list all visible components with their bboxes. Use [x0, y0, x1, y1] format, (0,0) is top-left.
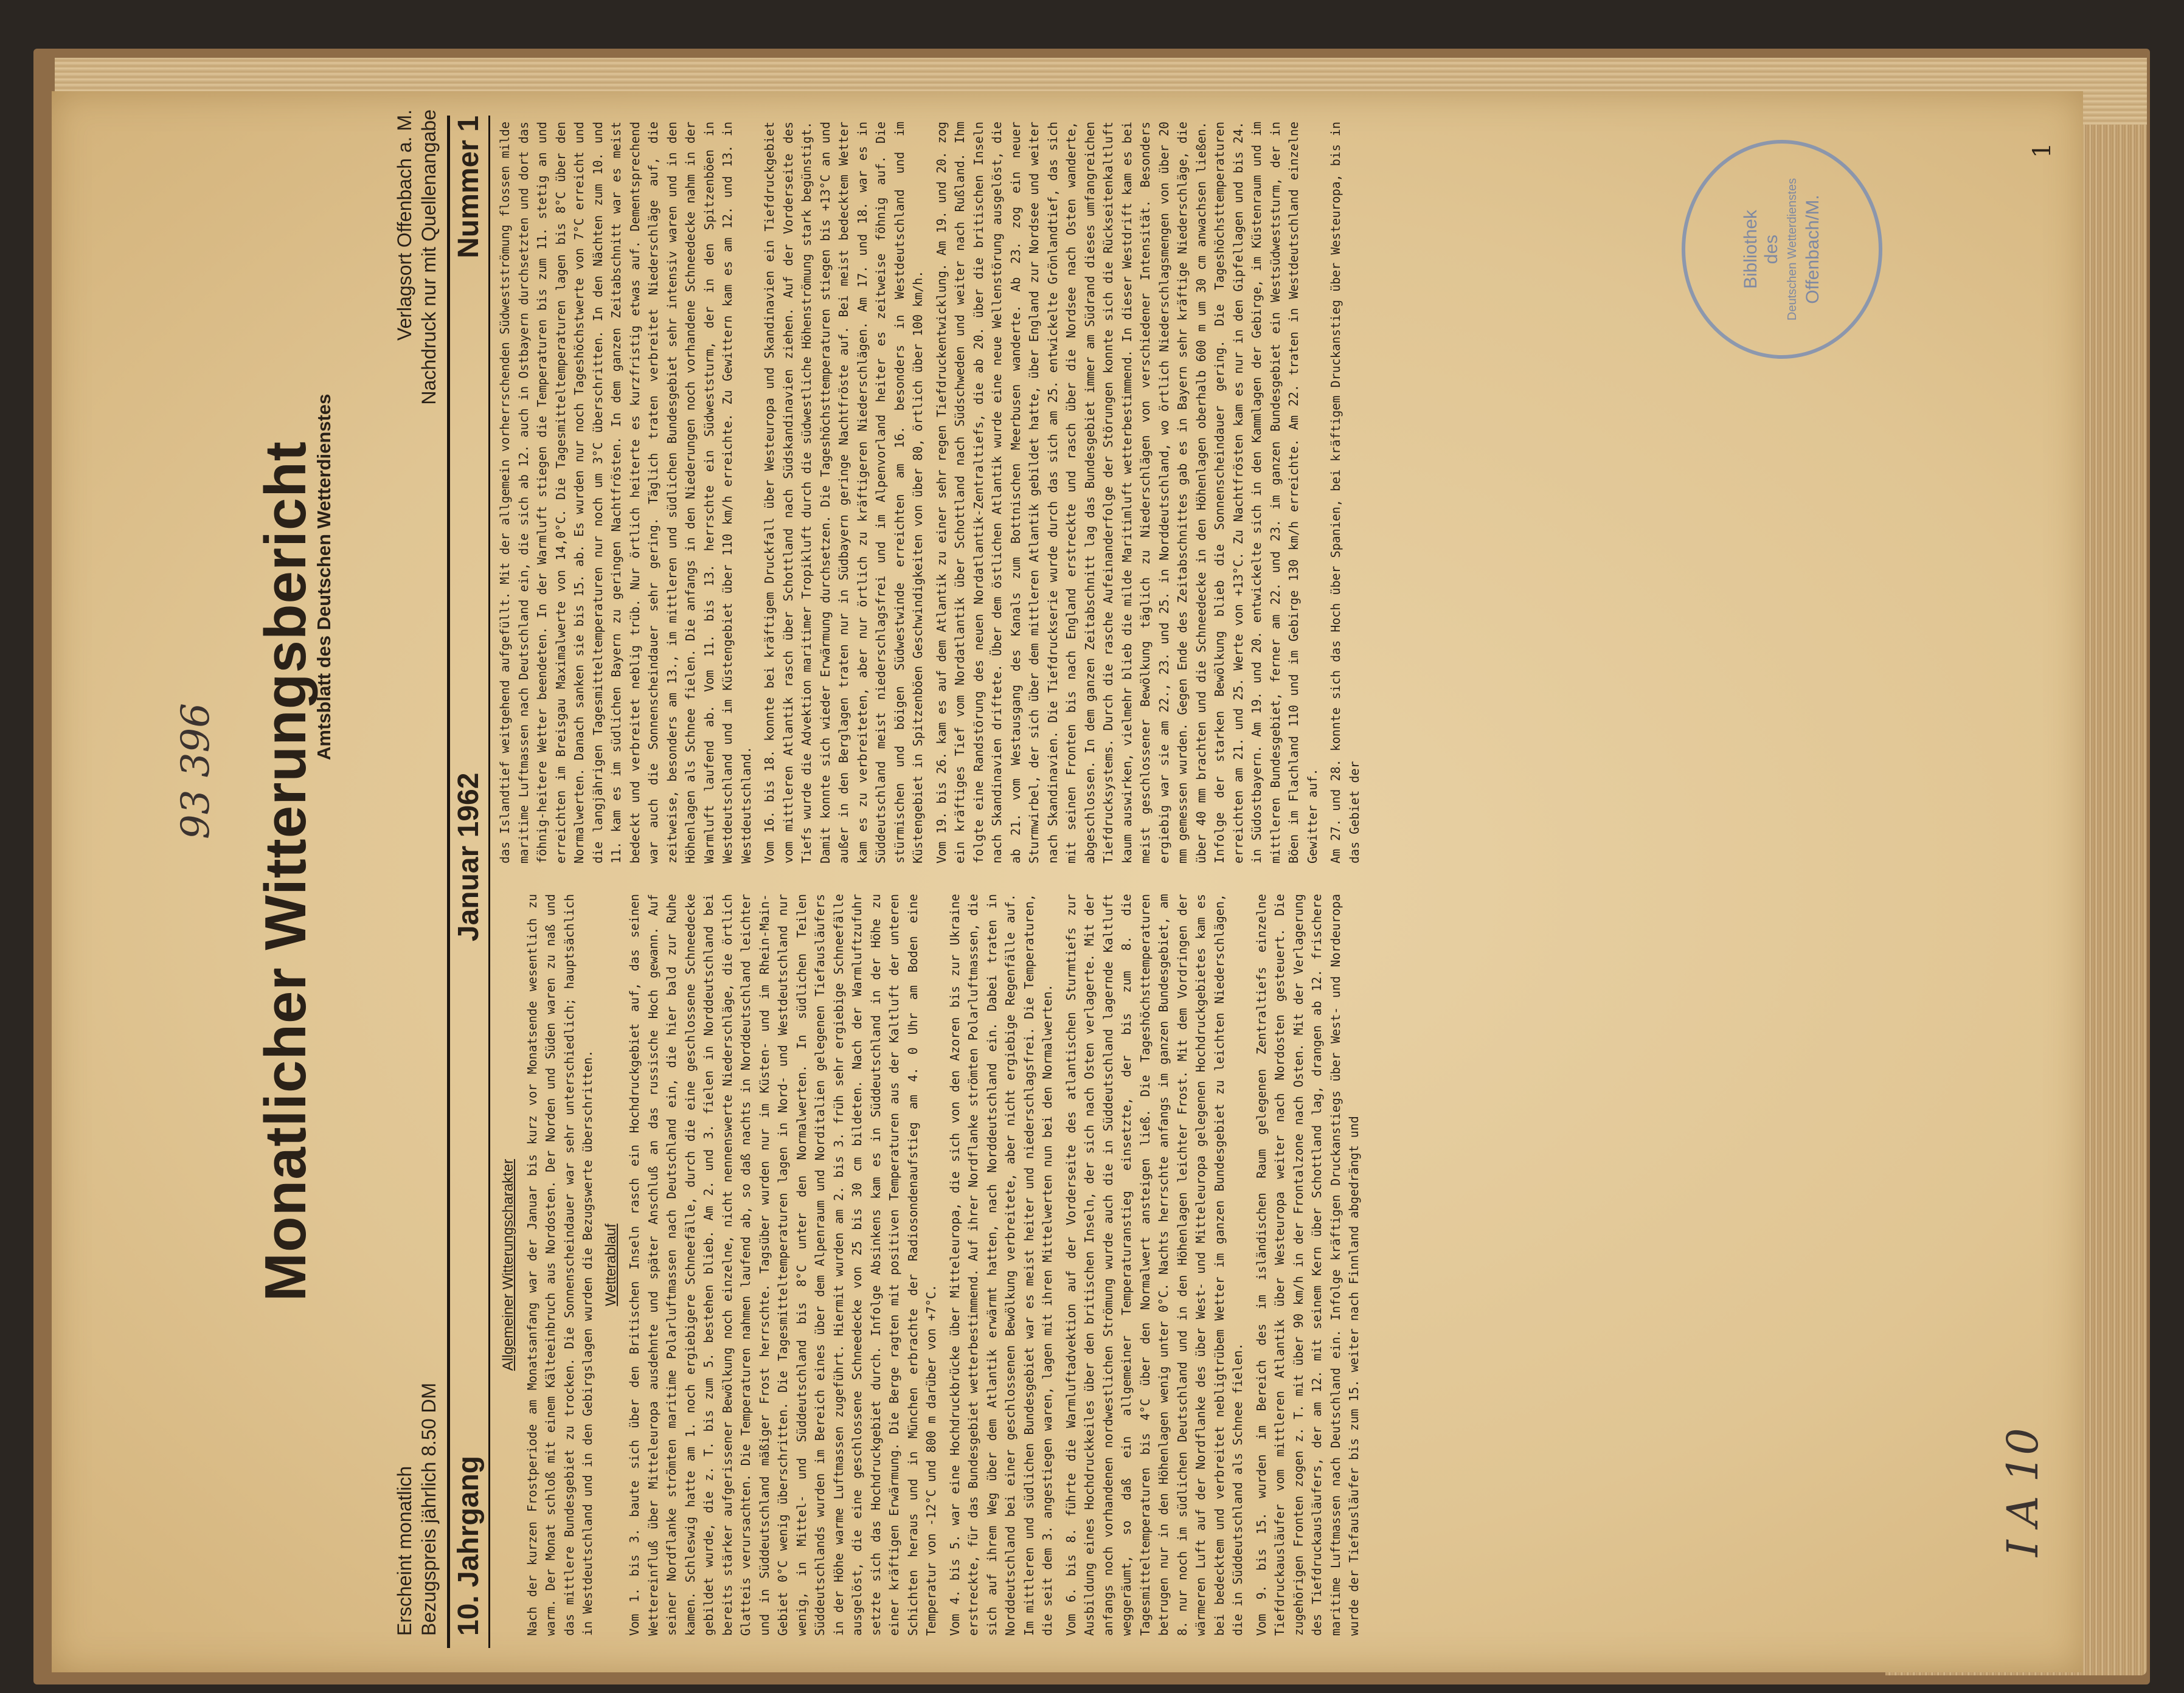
section-heading: Allgemeiner Witterungscharakter	[500, 1158, 516, 1371]
stamp-line-4: Offenbach/M.	[1803, 195, 1823, 304]
issue-number: Nummer 1	[452, 116, 485, 258]
header-rule-bottom	[488, 116, 490, 1648]
paragraph: Vom 9. bis 15. wurden im Bereich des im isländischen Raum gelegenen Zentraltiefs einzelne Tiefdruckausläufer vom mittleren Atlantik über Westeuropa weiter nach Nordosten gesteuert. Die zugehörigen Fronten zogen z. T. mit über 90 km/h in der Frontalzone nach Osten. Mit der Verlagerung des Tiefdruckausläufers, der am 12. mit seinem Kern über Schottland lag, drangen ab 12. frischere maritime Luftmassen nach Deutschland ein. Infolge kräftigen Druckanstiegs über West- und Nordeuropa wurde der Tiefausläufer bis zum 15. weiter nach Finnland abgedrängt und	[1253, 894, 1361, 1636]
stamp-line-3: Deutschen Wetterdienstes	[1786, 178, 1799, 321]
stamp-line-2: des	[1761, 234, 1781, 265]
text-column-1	[496, 894, 2053, 1636]
nachdruck-text: Nachdruck nur mit Quellenangabe	[418, 109, 440, 405]
issue-bar	[452, 116, 485, 1636]
rotated-content	[52, 103, 2059, 1660]
handwritten-number: 93 396	[173, 703, 218, 839]
section-heading: Wetterablauf	[602, 1224, 619, 1306]
header-left	[392, 1383, 441, 1636]
handwritten-signature: I A 10	[1998, 1428, 2048, 1557]
paragraph: Vom 1. bis 3. baute sich über den Britischen Inseln rasch ein Hochdruckgebiet auf, das seinen Wettereinfluß über Mitteleuropa ausdehnte und später Anschluß an das russische Hoch gewann. Auf seiner Nordflanke strömten maritime Polarluftmassen nach Deutschland ein, die hier bald zur Ruhe kamen. Schleswig hatte am 1. noch ergiebigere Schneefälle, durch die eine geschlossene Schneedecke gebildet wurde, die z. T. bis zum 5. bestehen blieb. Am 2. und 3. fielen in Norddeutschland bei bereits stärker aufgerissener Bewölkung noch einzelne, nicht nennenswerte Niederschläge, die örtlich Glatteis verursachten. Die Temperaturen nahmen laufend ab, so daß nachts in Norddeutschland leichter und in Süddeutschland mäßiger Frost herrschte. Tagsüber wurden nur im Küsten- und im Rhein-Main-Gebiet 0°C wenig überschritten. Die Tagesmitteltemperaturen lagen in Nord- und Westdeutschland nur wenig, in Mittel- und Süddeutschland bis 8°C unter den Normalwerten. In südlichen Teilen Süddeutschlands wurden im Bereich eines über dem Alpenraum und Norditalien gelegenen Tiefausläufers in der Höhe warme Luftmassen zugeführt. Hiermit wurden am 2. bis 3. früh sehr ergiebige Schneefälle ausgelöst, die eine geschlossene Schneedecke von 25 bis 30 cm bildeten. Nach der Warmluftzufuhr setzte sich das Hochdruckgebiet durch. Infolge Absinkens kam es in Süddeutschland in der Höhe zu einer kräftigen Erwärmung. Die Berge ragten mit positiven Temperaturen aus der Kaltluft der unteren Schichten heraus und in München erbrachte der Radiosondenaufstieg am 4. 0 Uhr am Boden eine Temperatur von -12°C und 800 m darüber von +7°C.	[627, 894, 938, 1636]
bezugspreis-text: Bezugspreis jährlich 8.50 DM	[418, 1382, 440, 1636]
stamp-line-1: Bibliothek	[1741, 209, 1761, 289]
paragraph: Vom 16. bis 18. konnte bei kräftigem Druckfall über Westeuropa und Skandinavien ein Tiefdruckgebiet vom mittleren Atlantik rasch über Schottland nach Südskandinavien ziehen. Auf der Vorderseite des Tiefs wurde die Advektion maritimer Tropikluft durch die südwestliche Höhenströmung stark begünstigt. Damit konnte sich wieder Erwärmung durchsetzen. Die Tageshöchsttemperaturen stiegen bis +13°C an und außer in den Berglagen traten nur in Südbayern geringe Nachtfröste auf. Bei meist bedecktem Wetter kam es zu verbreiteten, aber nur örtlich zu kräftigeren Niederschlägen. Am 17. und 18. war es in Süddeutschland meist niederschlagsfrei und im Alpenvorland heiter es zeitweise föhnig auf. Die stürmischen und böigen Südwestwinde erreichten am 16. besonders in Westdeutschland und im Küstengebiet in Spitzenböen Geschwindigkeiten von über 80, örtlich über 100 km/h.	[762, 122, 925, 864]
publication-subtitle: Amtsblatt des Deutschen Wetterdienstes	[313, 393, 335, 760]
paragraph: Vom 19. bis 26. kam es auf dem Atlantik zu einer sehr regen Tiefdruckentwicklung. Am 19. und 20. zog ein kräftiges Tief vom Nordatlantik über Schottland nach Südschweden und weiter nach Rußland. Ihm folgte eine Randstörung des neuen Nordatlantik-Zentraltiefs, die ab 20. über die britischen Inseln nach Skandinavien driftete. Über dem östlichen Atlantik wurde eine neue Wellenstörung ausgelöst, die ab 21. vom Westausgang des Kanals zum Bottnischen Meerbusen wanderte. Ab 23. zog ein neuer Sturmwirbel, der sich über dem mittleren Atlantik gebildet hatte, über England zur Nordsee und weiter nach Skandinavien. Die Tiefdruckserie wurde durch das sich am 25. entwickelte Grönlandtief, das sich mit seinen Fronten bis nach England erstreckte und rasch über die Nordsee nach Osten wanderte, abgeschlossen. In dem ganzen Zeitabschnitt lag das Bundesgebiet immer am Südrand dieses umfangreichen Tiefdrucksystems. Durch die rasche Aufeinanderfolge der Störungen konnte sich die Rückseitenkaltluft kaum auswirken, vielmehr blieb die milde Maritimluft wetterbestimmend. In dieser Westdrift kam es bei meist geschlossener Bewölkung täglich zu Niederschlägen von verschiedener Intensität. Besonders ergiebig war sie am 22., 23. und 25. in Norddeutschland, wo örtlich Niederschlagsmengen von über 20 mm gemessen wurden. Gegen Ende des Zeitabschnittes gab es in Bayern sehr kräftige Niederschläge, die über 40 mm brachten und die Schneedecke in den Höhenlagen oberhalb 600 m um 30 cm anwachsen ließen. Infolge der starken Bewölkung blieb die Sonnenscheindauer gering. Die Tageshöchsttemperaturen erreichten am 21. und 25. Werte von +13°C. Zu Nachtfrösten kam es nur in den Gipfellagen und bis 24. in Südostbayern. Am 19. und 20. entwickelte sich in den Kammlagen der Gebirge, im Küstenraum und im mittleren Bundesgebiet, ferner am 22. und 23. im ganzen Bundesgebiet ein Westsüdweststurm, der in Böen im Flachland 110 und im Gebirge 130 km/h erreichte. Am 22. traten in Westdeutschland einzelne Gewitter auf.	[934, 122, 1320, 864]
library-stamp	[1682, 140, 1882, 359]
paragraph: Am 27. und 28. konnte sich das Hoch über Spanien, bei kräftigem Druckanstieg über Westeuropa, bis in das Gebiet der	[1328, 122, 1362, 864]
issue-month: Januar 1962	[452, 772, 485, 942]
paragraph: Nach der kurzen Frostperiode am Monatsanfang war der Januar bis kurz vor Monatsende wesentlich zu warm. Der Monat schloß mit einem Kälteeinbruch aus Nordosten. Der Norden und Süden waren zu naß und das mittlere Bundesgebiet zu trocken. Die Sonnenscheindauer war sehr unterschiedlich; hauptsächlich in Westdeutschland und in den Gebirgslagen wurden die Bezugswerte überschritten.	[524, 894, 595, 1636]
paragraph: Vom 4. bis 5. war eine Hochdruckbrücke über Mitteleuropa, die sich von den Azoren bis zur Ukraine erstreckte, für das Bundesgebiet wetterbestimmend. Auf ihrer Nordflanke strömten Polarluftmassen, die sich auf ihrem Weg über dem Atlantik erwärmt hatten, nach Norddeutschland ein. Dabei traten in Norddeutschland bei einer geschlossenen Bewölkung verbreitete, aber nicht ergiebige Regenfälle auf. Im mittleren und südlichen Bundesgebiet war es meist heiter und niederschlagsfrei. Die Temperaturen, die seit dem 3. angestiegen waren, lagen mit ihren Mittelwerten nun bei den Normalwerten.	[947, 894, 1055, 1636]
verlagsort-text: Verlagsort Offenbach a. M.	[393, 109, 415, 341]
publication-title: Monatlicher Witterungsbericht	[253, 441, 318, 1301]
header-right	[392, 109, 441, 450]
document-page	[52, 91, 2083, 1672]
jahrgang-label: 10. Jahrgang	[452, 1455, 485, 1636]
paragraph: das Islandtief weitgehend aufgefüllt. Mit der allgemein vorherrschenden Südwestströmung flossen milde maritime Luftmassen nach Deutschland ein, die sich ab 12. auch in Ostbayern durchsetzten und dort das föhnig-heitere Wetter beendeten. In der Warmluft stiegen die Temperaturen bis zum 11. stetig an und erreichten im Breisgau Maximalwerte von 14,0°C. Die Tagesmitteltemperaturen lagen bis 8°C über den Normalwerten. Danach sanken sie bis 15. ab. Es wurden nur noch Tageshöchstwerte von 7°C erreicht und die langjährigen Tagesmitteltemperaturen nur noch um 3°C überschritten. In den Nächten zum 10. und 11. kam es im südlichen Bayern zu geringen Nachtfrösten. In dem ganzen Zeitabschnitt war es meist bedeckt und verbreitet neblig trüb. Nur örtlich heiterte es kurzfristig etwas auf. Dementsprechend war auch die Sonnenscheindauer sehr gering. Täglich traten verbreitet Niederschläge auf, die zeitweise, besonders am 13., im mittleren und südlichen Bundesgebiet sehr intensiv waren und in den Höhenlagen als Schnee fielen. Die anfangs in den Niederungen noch vorhandene Schneedecke nahm in der Warmluft laufend ab. Vom 11. bis 13. herrschte ein Südweststurm, der in den Spitzenböen in Westdeutschland und im Küstengebiet über 110 km/h erreichte. Zu Gewittern kam es am 12. und 13. in Westdeutschland.	[497, 122, 754, 864]
header-rule-top	[447, 116, 450, 1648]
erscheint-text: Erscheint monatlich	[393, 1466, 415, 1636]
page-number: 1	[2028, 142, 2056, 158]
paragraph: Vom 6. bis 8. führte die Warmluftadvektion auf der Vorderseite des atlantischen Sturmtiefs zur Ausbildung eines Hochdruckkeiles über den britischen Inseln, der sich nach Osten verlagerte. Mit der anfangs noch vorhandenen nordwestlichen Strömung wurde auch die in Süddeutschland lagernde Kaltluft weggeräumt, so daß ein allgemeiner Temperaturanstieg einsetzte, der bis zum 8. die Tagesmitteltemperaturen bis 4°C über den Normalwert ansteigen ließ. Die Tageshöchsttemperaturen betrugen nur in den Höhenlagen wenig unter 0°C. Nachts herrschte anfangs im ganzen Bundesgebiet, am 8. nur noch im südlichen Deutschland und in den Höhenlagen leichter Frost. Mit dem Vordringen der wärmeren Luft auf der Nordflanke des über West- und Mitteleuropa gelegenen Hochdruckgebietes kam es bei bedecktem und verbreitet nebligtrübem Wetter im ganzen Bundesgebiet zu leichten Niederschlägen, die in Süddeutschland als Schnee fielen.	[1063, 894, 1245, 1636]
